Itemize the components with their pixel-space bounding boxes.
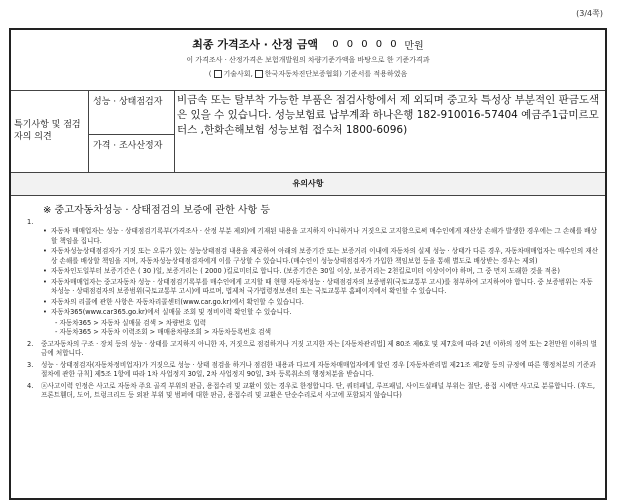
bullet-item: • 자동차의 리콜에 관한 사항은 자동차리콜센터(www.car.go.kr)에서 확인할 수 있습니다.: [41, 298, 599, 308]
item-number: 2.: [27, 339, 34, 348]
item-text: 중고자동차의 구조 · 장치 등의 성능 · 상태를 고지하지 아니한 자, 거짓으로 점검하거나 거짓 고지한 자는 [자동차관리법] 제 80조 제6호 및 제7호에 따라 2년 이하의 징역 또는 2천만원 이하의 벌금에 처합니다.: [41, 339, 597, 357]
price-digit: 0: [361, 39, 368, 50]
list-item: [27, 218, 599, 338]
option-checkbox[interactable]: [214, 70, 222, 78]
price-unit: 만원: [404, 40, 424, 52]
bullet-item: • 자동차매매업자는 중고자동차 성능 · 상태점검기록부를 매수인에게 고지할 때 현행 자동차성능 · 상태점검자의 보증범위(국토교통부 고시)를 첨부하여 고지하여야 합니다. 중 보증범위는 자동차성능 · 상태점검자의 보증범위(국토교통부 고시)에 따르며, 법제처 국가법령정보센터 또는 국토교통부 홈페이지에서 확인할 수 있습니다.: [41, 278, 599, 297]
cautions-title: 유의사항: [11, 173, 605, 196]
opinion-section: [11, 91, 605, 173]
price-digit: 0: [375, 39, 383, 50]
inspector-opinion-text: 비금속 또는 탈부착 가능한 부품은 점검사항에서 제 외되며 중고차 특성상 부분적인 판금도색은 있을 수 있습니다. 성능보험료 납부계좌 하나은행 182-910016-57404 예금주1급미르모터스 ,한화손해보험 성능보험 접수처 1800-6096): [177, 94, 600, 136]
page-number: (3/4쪽): [576, 9, 603, 18]
price-digit: 0: [346, 39, 354, 50]
final-price-options: ( 기술사회, 한국자동차진단보증협회) 기준서를 적용하였음: [208, 70, 408, 78]
dash-item: - 자동차365 > 자동차 이력조회 > 매매용차량조회 > 자동차등록번호 검색: [55, 328, 272, 336]
final-price-title: 최종 가격조사 · 산정 금액: [192, 38, 319, 51]
final-price-title-row: [11, 36, 605, 52]
opinion-label: 특기사항 및 점검자의 의견: [11, 91, 89, 172]
dash-item: - 자동차365 > 자동차 실매물 검색 > 차량번호 입력: [55, 318, 207, 327]
price-digits: [330, 37, 424, 52]
inspector-label: 성능 · 상태점검자: [89, 91, 175, 135]
item-text: ⓐ사고이력 인정은 사고로 자동차 주요 골격 부위의 판금, 용접수리 및 교환이 있는 경우로 한정합니다. 단, 쿼터패널, 루프패널, 사이드실패널 부위는 절단, 용접 시에만 사고로 분류합니다. (후드, 프론트휀더, 도어, 트렁크리드 등 외판 부위 및 범퍼에 대한 판금, 용접수리 및 교환은 단순수리로서 사고에 포함되지 않습니다): [41, 381, 595, 399]
bullet-item: • 자동차365(www.car365.go.kr)에서 실매물 조회 및 정비이력 확인할 수 있습니다.: [41, 308, 599, 318]
list-item: [27, 340, 599, 359]
appraiser-label: 가격 · 조사산정자: [89, 135, 175, 172]
price-digit: 0: [332, 39, 339, 50]
cautions-subhead: ※ 중고자동차성능 · 상태점검의 보증에 관한 사항 등: [43, 205, 271, 216]
bullet-item: • 자동차 매매업자는 성능 · 상태점검기록부(가격조사 · 산정 부분 제외)에 기재된 내용을 고지하지 아니하거나 거짓으로 고지함으로써 매수인에게 재산상 손해가 발생한 경우에는 그 손해를 배상할 책임을 집니다.: [41, 227, 599, 246]
final-price-note: 이 가격조사 · 산정가격은 보험개발원의 차량기준가액을 바탕으로 한 기준가격과: [186, 56, 430, 64]
list-item: [27, 382, 599, 401]
option-label: 기술사회: [223, 70, 251, 78]
item-text: 성능 · 상태점검자(자동차정비업자)가 거짓으로 성능 · 상태 점검을 하거나 점검한 내용과 다르게 자동차매매업자에게 알린 경우 [자동차관리법 제21조 제2항 등의 규정에 따른 행정처분의 기준과 절차에 관한 규칙] 제5조 1항에 따라 1차 사업정지 30일, 2차 사업정지 90일, 3차 등록취소의 행정처분을 받습니다.: [41, 360, 596, 378]
inspection-form: [9, 28, 607, 500]
option-label: 한국자동차진단보증협회) 기준서를 적용하였음: [264, 70, 408, 78]
item-number: 3.: [27, 360, 34, 369]
price-digit: 0: [390, 39, 397, 50]
item-number: 4.: [27, 381, 34, 390]
final-price-section: [11, 30, 605, 91]
cautions-list: [11, 218, 605, 401]
list-item: [27, 361, 599, 380]
option-checkbox[interactable]: [255, 70, 263, 78]
bullet-item: • 자동차성능상태점검자가 거짓 또는 오류가 있는 성능상태점검 내용을 제공하여 아래의 보증기간 또는 보증거리 이내에 자동차의 실제 성능 · 상태가 다른 경우, 자동차매매업자는 매수인의 재산상 손해를 배상할 책임을 지며, 자동차성능상태점검자에게 이를 구상할 수 있습니다.(매수인이 성능상태점검자가 가입한 책임보험 등을 통해 별도로 배상받는 경우는 제외): [41, 247, 599, 266]
item-number: 1.: [27, 218, 34, 226]
bullet-item: • 자동차인도일부터 보증기간은 ( 30 )일, 보증거리는 ( 2000 )킬로미터로 합니다. (보증기간은 30일 이상, 보증거리는 2천킬로미터 이상이어야 하며, 그 중 먼저 도래한 것을 적용): [41, 267, 599, 277]
